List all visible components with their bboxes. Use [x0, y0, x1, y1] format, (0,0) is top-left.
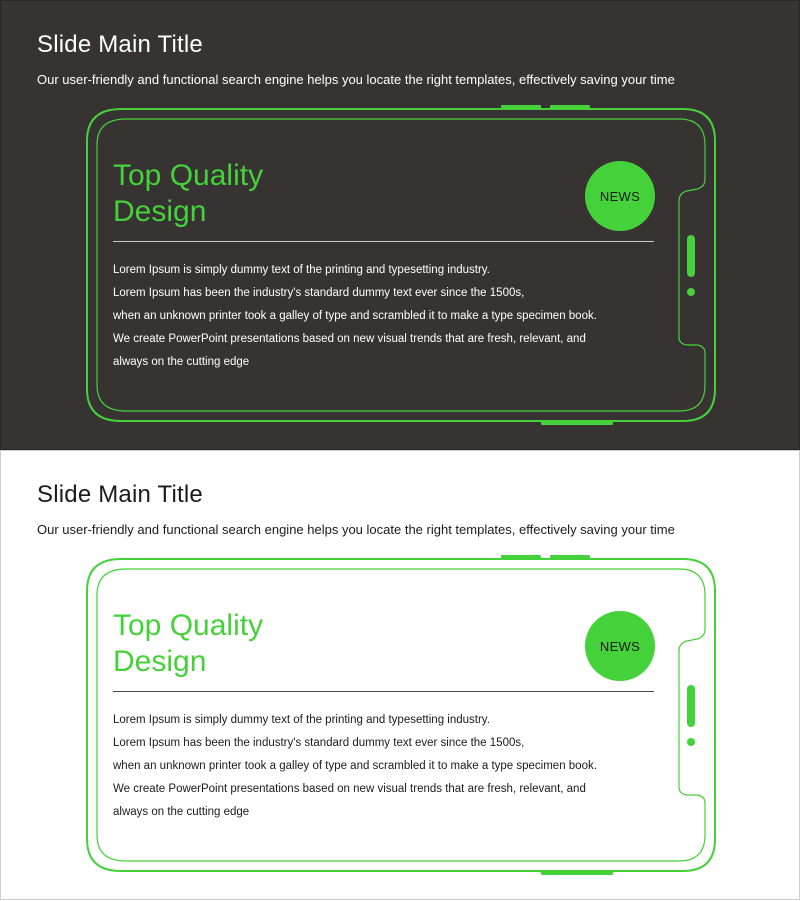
body-line: Lorem Ipsum is simply dummy text of the printing and typesetting industry.: [113, 264, 490, 276]
slide-title: Slide Main Title: [37, 31, 203, 58]
body-line: always on the cutting edge: [113, 356, 250, 368]
headline-line: Design: [113, 195, 207, 228]
divider: [113, 691, 654, 692]
body-line: We create PowerPoint presentations based on new visual trends that are fresh, relevant, and: [113, 783, 586, 795]
body-line: when an unknown printer took a galley of type and scrambled it to make a type specimen book.: [113, 310, 597, 322]
headline: [113, 158, 263, 230]
body-text: [113, 259, 673, 374]
body-text: [113, 709, 673, 824]
slide-light: [0, 450, 800, 900]
body-line: Lorem Ipsum has been the industry's standard dummy text ever since the 1500s,: [113, 287, 525, 299]
news-badge[interactable]: NEWS: [585, 161, 655, 231]
headline-line: Design: [113, 645, 207, 678]
body-line: Lorem Ipsum has been the industry's standard dummy text ever since the 1500s,: [113, 737, 525, 749]
headline-line: Top Quality: [113, 159, 264, 192]
headline-line: Top Quality: [113, 609, 264, 642]
body-line: when an unknown printer took a galley of type and scrambled it to make a type specimen book.: [113, 760, 597, 772]
slide-title: Slide Main Title: [37, 481, 203, 508]
slide-dark: [0, 0, 800, 450]
slide-subtitle: Our user-friendly and functional search engine helps you locate the right templates, effectively saving your time: [37, 72, 675, 87]
body-line: We create PowerPoint presentations based on new visual trends that are fresh, relevant, and: [113, 333, 586, 345]
body-line: always on the cutting edge: [113, 806, 250, 818]
news-badge[interactable]: NEWS: [585, 611, 655, 681]
slide-subtitle: Our user-friendly and functional search engine helps you locate the right templates, effectively saving your time: [37, 522, 675, 537]
body-line: Lorem Ipsum is simply dummy text of the printing and typesetting industry.: [113, 714, 490, 726]
divider: [113, 241, 654, 242]
headline: [113, 608, 263, 680]
